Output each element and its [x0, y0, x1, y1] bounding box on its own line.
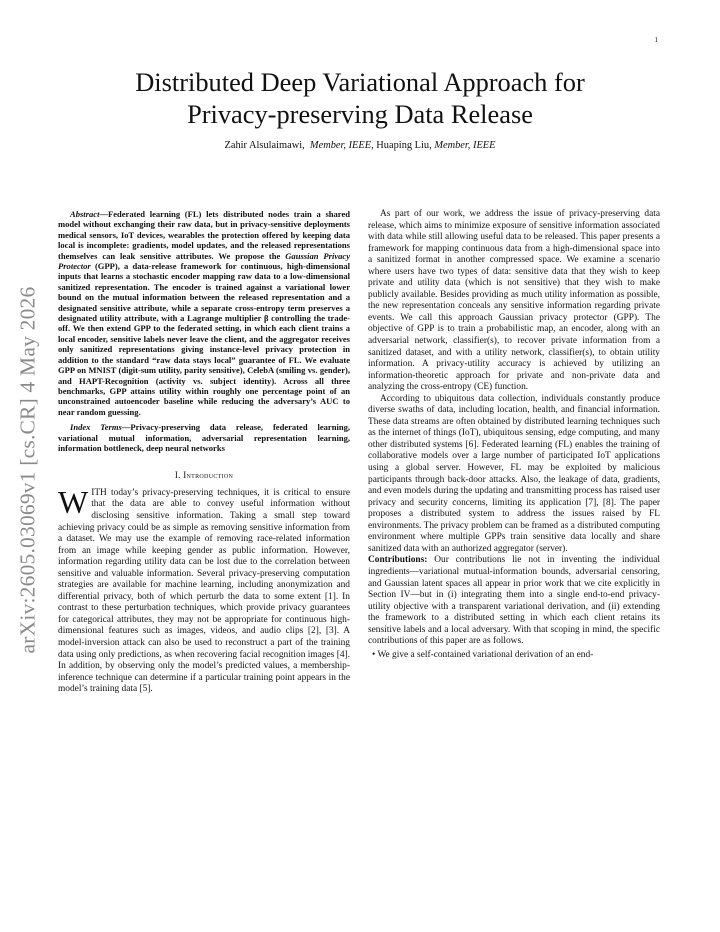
intro-text-1: ITH today’s privacy-preserving techniques, it is critical to ensure that the data are able to convey useful information without disclosing sensitive information. Taking a small step toward achieving privacy could be as simple as removing sensitive information from a dataset. We may use the example of removing race-related information from an image while keeping gender as public information. However, information regarding utility data can be lost due to the correlation between sensitive and valuable information. Several privacy-preserving computation strategies are available for machine learning, including anonymization and differential privacy, both of which perturb the data to some extent [1]. In contrast to these perturbation techniques, which provide privacy guarantees for categorical attributes, they may not be appropriate for continuous high-dimensional features such as images, videos, and audio clips [2], [3]. A model-inversion attack can also be used to reconstruct a part of the training data using only predictions, as when recovering facial recognition images [4]. In addition, by observing only the model’s predicted values, a membership-inference technique can determine if a particular training point appears in the model’s training data [5]. — [58, 487, 350, 695]
right-paragraph-2: According to ubiquitous data collection, individuals constantly produce diverse swaths of data, including location, health, and financial information. These data streams are often obtained by distributed learning techniques such as the internet of things (IoT), ubiquitous sensing, edge computing, and many other distributed systems [6]. Federated learning (FL) enables the training of collaborative models over a large number of participated IoT applications using a global server. However, FL may be exploited by malicious participants through back-door attacks. Also, the leakage of data, gradients, and even models during the updating and transmitting process has raised user privacy and security concerns, limiting its application [7], [8]. The paper proposes a distributed system to address the issues raised by FL environments. The privacy problem can be framed as a distributed computing environment where multiple GPPs train sensitive data locally and share sanitized data with an authorized aggregator (server). — [368, 393, 660, 554]
author-line — [60, 140, 660, 151]
abstract — [58, 209, 350, 417]
right-paragraph-1: As part of our work, we address the issue of privacy-preserving data release, which aims to minimize exposure of sensitive information associated with data while still allowing useful data to be released. This paper presents a framework for mapping continuous data from a high-dimensional space into a sanitized format in another compressed space. We examine a scenario where users have two types of data: sensitive data that they wish to keep private and utility data (which is not sensitive) that they wish to make publicly available. Besides providing as much utility information as possible, the new representation conceals any sensitive information regarding private events. We call this approach Gaussian privacy protector (GPP). The objective of GPP is to train a probabilistic map, an encoder, along with an adversarial network, classifier(s), to recover private information from a sanitized dataset, and with a utility network, classifier(s), to obtain utility information. A privacy-utility accuracy is achieved by utilizing an information-theoretic approach for private and non-private data and analyzing the cross-entropy (CE) function. — [368, 209, 660, 393]
abstract-label: Abstract — [70, 209, 100, 219]
contributions-label: Contributions: — [368, 555, 428, 566]
abstract-text-2: (GPP), a data-release framework for continuous, high-dimensional inputs that learns a stochastic encoder mapping raw data to a low-dimensional sanitized representation. The encoder is trained against a variational lower bound on the mutual information between the released representation and a designated sensitive attribute, while a separate cross-entropy term preserves a designated utility attribute, with a Lagrange multiplier β controlling the trade-off. We then extend GPP to the federated setting, in which each client trains a local encoder, sensitive labels never leave the client, and the aggregator receives only sanitized representations giving instance-level privacy protection in addition to the standard “raw data stays local” guarantee of FL. We evaluate GPP on MNIST (digit-sum utility, parity sensitive), CelebA (smiling vs. gender), and HAPT-Recognition (activity vs. subject identity). Across all three benchmarks, GPP attains utility within roughly one percentage point of an unconstrained autoencoder baseline while reducing the adversary’s AUC to near random guessing. — [58, 261, 350, 417]
index-terms-text: —Privacy-preserving data release, federated learning, variational mutual information, adversarial representation learning, information bottleneck, deep neural networks — [58, 422, 350, 453]
index-terms-label: Index Terms — [70, 422, 122, 433]
abstract-gpp-name: Gaussian Privacy Protector — [58, 250, 350, 272]
title-line-1: Distributed Deep Variational Approach for — [135, 67, 585, 97]
left-column — [58, 209, 350, 696]
author-2-affiliation: Member, IEEE — [434, 140, 496, 151]
arxiv-identifier: arXiv:2605.03069v1 [cs.CR] 4 May 2026 — [15, 286, 40, 654]
intro-paragraph-1 — [58, 483, 350, 696]
author-1-name: Zahir Alsulaimawi, — [224, 140, 305, 151]
title-line-2: Privacy-preserving Data Release — [187, 99, 533, 129]
right-column — [368, 209, 660, 661]
page-number: 1 — [654, 36, 658, 44]
contributions-paragraph — [368, 555, 660, 647]
abstract-text-1: —Federated learning (FL) lets distributed nodes train a shared model without exchanging their raw data, but in privacy-sensitive deployments medical sensors, IoT devices, wearables the protection offered by keeping data local is incomplete: gradients, model updates, and the released representations themselves can leak sensitive attributes. We propose the — [58, 209, 350, 261]
author-2-name: Huaping Liu, — [376, 140, 432, 151]
author-1-affiliation: Member, IEEE, — [309, 140, 374, 151]
drop-cap: W — [58, 483, 89, 520]
section-heading-introduction: I. Introduction — [174, 470, 234, 481]
contribution-bullet-1: • We give a self-contained variational derivation of an end- — [372, 649, 594, 660]
paper-title — [60, 66, 660, 130]
contributions-text: Our contributions lie not in inventing the individual ingredients—variational mutual-information bounds, adversarial censoring, and Gaussian latent spaces all appear in prior work that we cite explicitly in Section IV—but in (i) integrating them into a single end-to-end privacy-utility objective with a transparent variational derivation, and (ii) extending the framework to a distributed setting in which each client retains its sensitive labels and a local adversary. With that scoping in mind, the specific contributions of this paper are as follows. — [368, 555, 660, 647]
index-terms — [58, 422, 350, 453]
